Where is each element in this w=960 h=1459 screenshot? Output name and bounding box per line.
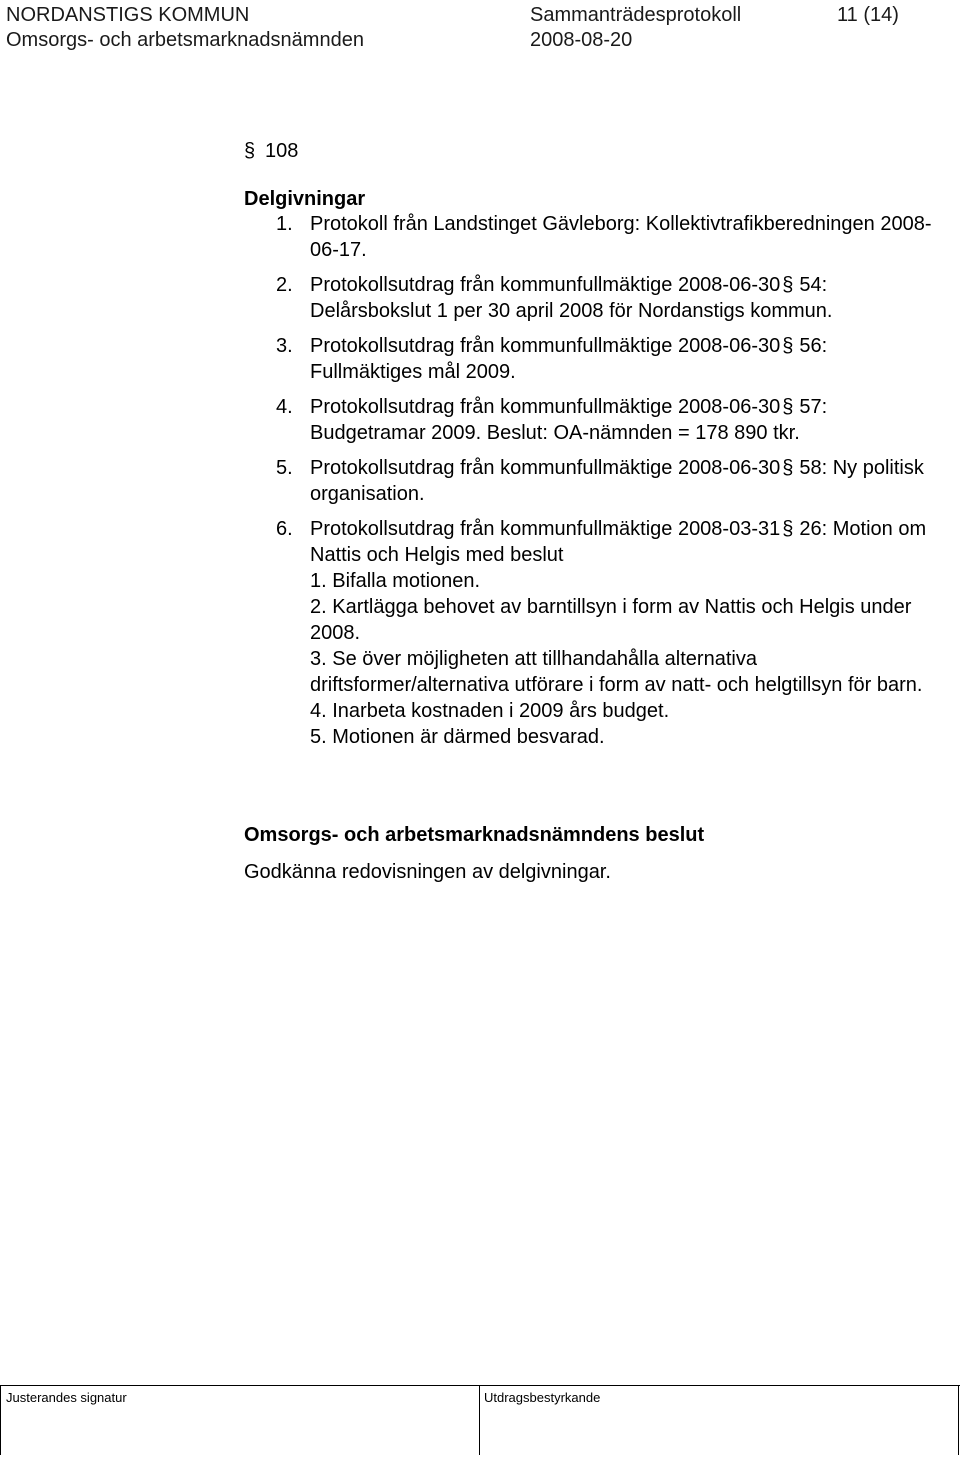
- item-text-post: 58: Ny politisk organisation.: [310, 457, 924, 505]
- item-number: 2.: [276, 274, 293, 296]
- item-text-post: 26: Motion om Nattis och Helgis med beslut: [310, 518, 927, 566]
- footer-box-border: [958, 1385, 959, 1455]
- committee-name: Omsorgs- och arbetsmarknadsnämnden: [6, 29, 364, 51]
- meeting-date: 2008-08-20: [530, 29, 633, 51]
- item-number: 4.: [276, 396, 293, 418]
- list-item: [276, 455, 936, 507]
- page-number: 11 (14): [837, 4, 899, 26]
- delgivningar-list: [276, 211, 936, 759]
- decision-text: Godkänna redovisningen av delgivningar.: [244, 861, 611, 883]
- section-number-text: 108: [265, 140, 299, 162]
- paragraph-icon: §: [782, 396, 794, 418]
- sub-item: 5. Motionen är därmed besvarad.: [310, 726, 605, 748]
- paragraph-icon: §: [782, 274, 794, 296]
- paragraph-icon: §: [782, 457, 794, 479]
- sub-item: 2. Kartlägga behovet av barntillsyn i form av Nattis och Helgis under 2008.: [310, 596, 912, 644]
- list-item: [276, 211, 936, 263]
- document-type: Sammanträdesprotokoll: [530, 4, 742, 26]
- paragraph-icon: §: [244, 140, 256, 162]
- item-text-post: 57: Budgetramar 2009. Beslut: OA-nämnden = 178 890 tkr.: [310, 396, 828, 444]
- footer-divider: [0, 1385, 960, 1386]
- list-item: [276, 333, 936, 385]
- motion-decision-list: [310, 568, 936, 750]
- municipality-name: NORDANSTIGS KOMMUN: [6, 4, 250, 26]
- item-text-pre: Protokollsutdrag från kommunfullmäktige 2008-03-31: [310, 518, 781, 540]
- item-text-post: 56: Fullmäktiges mål 2009.: [310, 335, 828, 383]
- footer-box-border: [479, 1385, 480, 1455]
- sub-item: 4. Inarbeta kostnaden i 2009 års budget.: [310, 700, 670, 722]
- item-text-pre: Protokollsutdrag från kommunfullmäktige 2008-06-30: [310, 274, 781, 296]
- item-text-pre: Protokollsutdrag från kommunfullmäktige 2008-06-30: [310, 396, 781, 418]
- paragraph-icon: §: [782, 335, 794, 357]
- item-number: 5.: [276, 457, 293, 479]
- item-text-pre: Protokollsutdrag från kommunfullmäktige 2008-06-30: [310, 335, 781, 357]
- certification-label: Utdragsbestyrkande: [484, 1390, 601, 1405]
- item-text-pre: Protokollsutdrag från kommunfullmäktige 2008-06-30: [310, 457, 781, 479]
- item-text: Protokoll från Landstinget Gävleborg: Kollektivtrafikberedningen 2008-06-17.: [310, 213, 932, 261]
- decision-title: Omsorgs- och arbetsmarknadsnämndens beslut: [244, 824, 705, 846]
- section-title: Delgivningar: [244, 188, 366, 210]
- item-text-post: 54: Delårsbokslut 1 per 30 april 2008 för Nordanstigs kommun.: [310, 274, 833, 322]
- item-number: 3.: [276, 335, 293, 357]
- item-number: 6.: [276, 518, 293, 540]
- footer-box-border: [0, 1385, 1, 1455]
- signature-label: Justerandes signatur: [6, 1390, 127, 1405]
- list-item: [276, 516, 936, 750]
- list-item: [276, 394, 936, 446]
- sub-item: 3. Se över möjligheten att tillhandahålla alternativa driftsformer/alternativa utförare i form av natt- och helgtillsyn för barn.: [310, 648, 923, 696]
- paragraph-icon: §: [782, 518, 794, 540]
- section-number: [244, 138, 298, 164]
- list-item: [276, 272, 936, 324]
- item-number: 1.: [276, 213, 293, 235]
- sub-item: 1. Bifalla motionen.: [310, 570, 481, 592]
